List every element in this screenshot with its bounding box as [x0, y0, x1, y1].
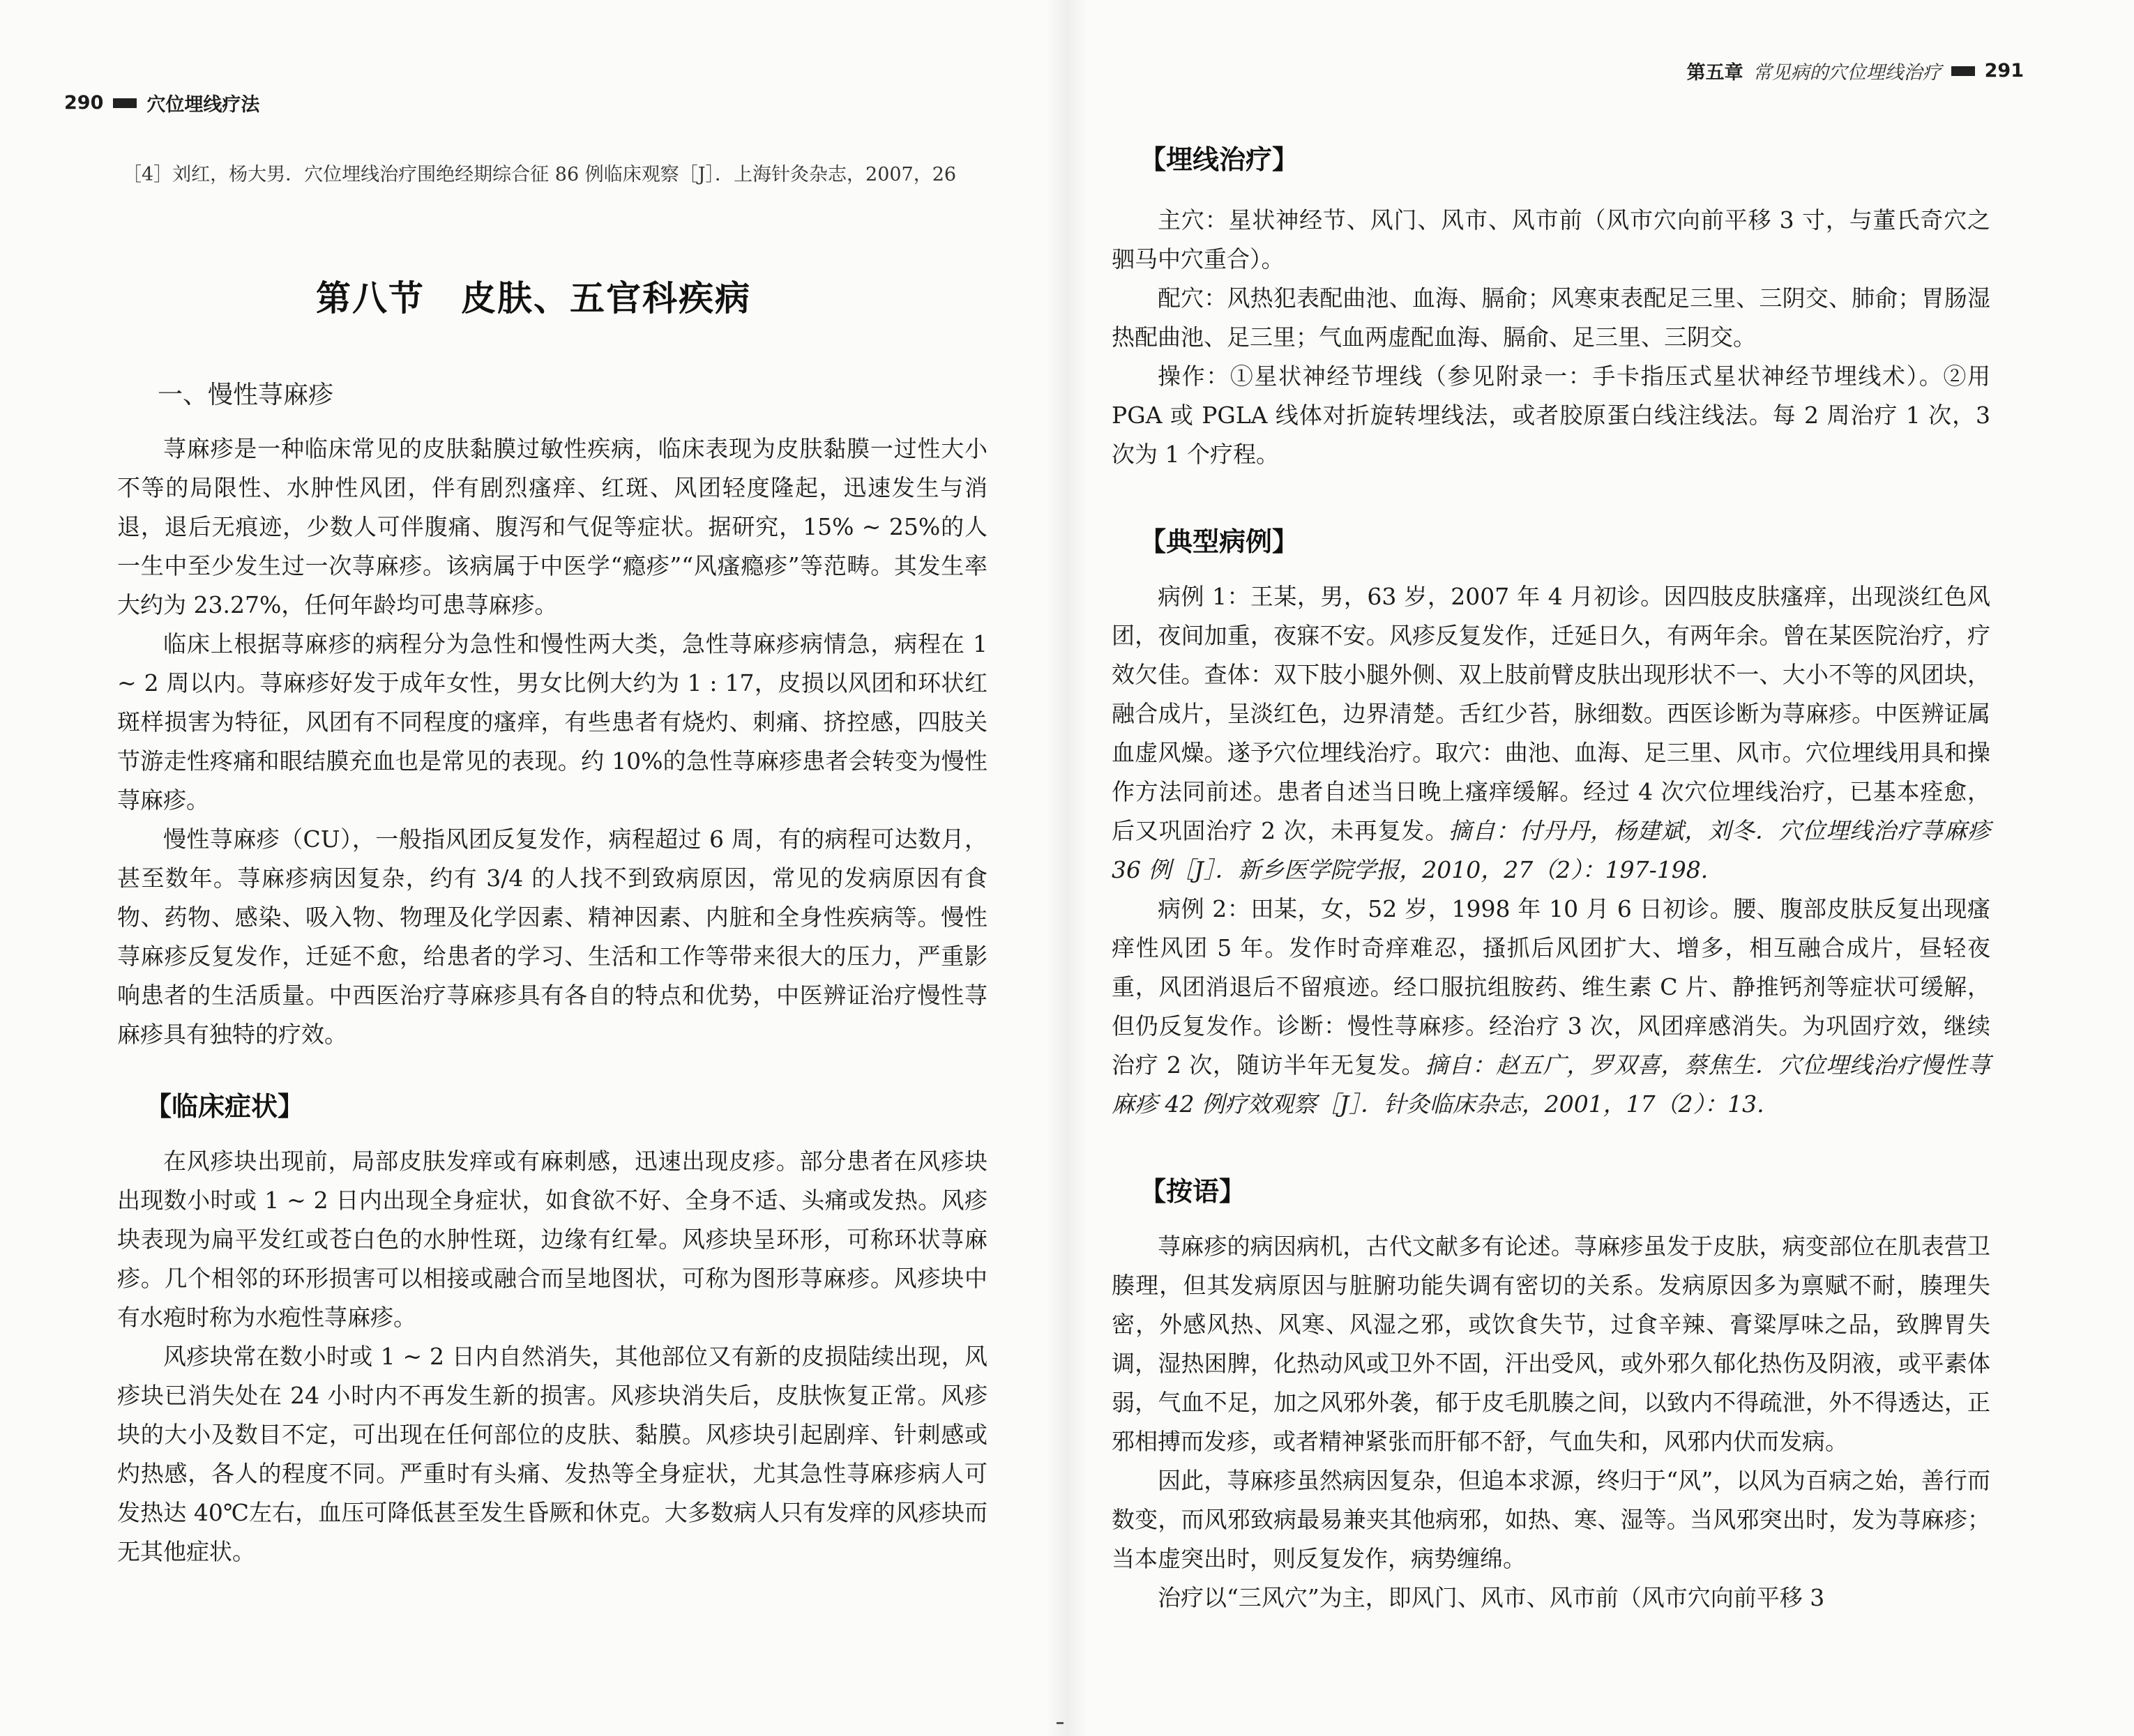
clinical-paragraph: 在风疹块出现前，局部皮肤发痒或有麻刺感，迅速出现皮疹。部分患者在风疹块出现数小时或 1 ~ 2 日内出现全身症状，如食欲不好、全身不适、头痛或发热。风疹块表现为扁平发红或苍白色的水肿性斑，边缘有红晕。风疹块呈环形，可称环状荨麻疹。几个相邻的环形损害可以相接或融合而呈地图状，可称为图形荨麻疹。风疹块中有水疱时称为水疱性荨麻疹。	[117, 1148, 987, 1331]
case-2	[1112, 890, 1990, 1124]
right-page-number: 291	[1984, 60, 2024, 82]
section-title: 第八节 皮肤、五官科疾病	[316, 277, 751, 319]
running-head-bar-icon	[1951, 66, 1975, 76]
reference-entry: ［4］刘红，杨大男．穴位埋线治疗围绝经期综合征 86 例临床观察［J］．上海针灸杂志，2007，26	[123, 164, 957, 185]
case-1-body: 病例 1：王某，男，63 岁，2007 年 4 月初诊。因四肢皮肤瘙痒，出现淡红色风团，夜间加重，夜寐不安。风疹反复发作，迁延日久，有两年余。曾在某医院治疗，疗效欠佳。查体：双下肢小腿外侧、双上肢前臂皮肤出现形状不一、大小不等的风团块，融合成片，呈淡红色，边界清楚。舌红少苔，脉细数。西医诊断为荨麻疹。中医辨证属血虚风燥。遂予穴位埋线治疗。取穴：曲池、血海、足三里、风市。穴位埋线用具和操作方法同前述。患者自述当日晚上瘙痒缓解。经过 4 次穴位埋线治疗，已基本痊愈，后又巩固治疗 2 次，未再复发。	[1112, 583, 1990, 844]
case-2-citation: 摘自：赵五广，罗双喜，蔡焦生．穴位埋线治疗慢性荨麻疹 42 例疗效观察［J］．针灸临床杂志，2001，17（2）：13.	[1112, 1051, 1991, 1118]
intro-paragraph: 慢性荨麻疹（CU），一般指风团反复发作，病程超过 6 周，有的病程可达数月，甚至数年。荨麻疹病因复杂，约有 3/4 的人找不到致病原因，常见的发病原因有食物、药物、感染、吸入物、物理及化学因素、精神因素、内脏和全身性疾病等。慢性荨麻疹反复发作，迁延不愈，给患者的学习、生活和工作等带来很大的压力，严重影响患者的生活质量。中西医治疗荨麻疹具有各自的特点和优势，中医辨证治疗慢性荨麻疹具有独特的疗效。	[117, 825, 987, 1048]
treatment-text	[1112, 201, 1990, 474]
notes-heading: 【按语】	[1140, 1176, 1246, 1207]
cases-heading: 【典型病例】	[1140, 526, 1299, 557]
case-1	[1112, 577, 1990, 890]
intro-paragraph: 临床上根据荨麻疹的病程分为急性和慢性两大类，急性荨麻疹病情急，病程在 1 ~ 2 周以内。荨麻疹好发于成年女性，男女比例大约为 1 : 17，皮损以风团和环状红斑样损害为特征，风团有不同程度的瘙痒，有些患者有烧灼、刺痛、挤控感，四肢关节游走性疼痛和眼结膜充血也是常见的表现。约 10%的急性荨麻疹患者会转变为慢性荨麻疹。	[117, 630, 987, 814]
case-2-body: 病例 2：田某，女，52 岁，1998 年 10 月 6 日初诊。腰、腹部皮肤反复出现瘙痒性风团 5 年。发作时奇痒难忍，搔抓后风团扩大、增多，相互融合成片，昼轻夜重，风团消退后不留痕迹。经口服抗组胺药、维生素 C 片、静推钙剂等症状可缓解，但仍反复发作。诊断：慢性荨麻疹。经治疗 3 次，风团痒感消失。为巩固疗效，继续治疗 2 次，随访半年无复发。	[1112, 895, 1990, 1079]
chapter-label: 第五章	[1686, 62, 1743, 84]
chapter-title: 常见病的穴位埋线治疗	[1753, 62, 1942, 84]
intro-paragraph: 荨麻疹是一种临床常见的皮肤黏膜过敏性疾病，临床表现为皮肤黏膜一过性大小不等的局限性、水肿性风团，伴有剧烈瘙痒、红斑、风团轻度隆起，迅速发生与消退，退后无痕迹，少数人可伴腹痛、腹泻和气促等症状。据研究，15% ~ 25%的人一生中至少发生过一次荨麻疹。该病属于中医学“瘾疹”“风瘙瘾疹”等范畴。其发生率大约为 23.27%，任何年龄均可患荨麻疹。	[117, 435, 987, 618]
notes-text	[1112, 1227, 1990, 1617]
treatment-heading: 【埋线治疗】	[1140, 144, 1299, 175]
cases-text	[1112, 577, 1990, 1124]
intro-text	[117, 429, 987, 1054]
clinical-text	[117, 1142, 987, 1571]
left-page-number: 290	[64, 92, 104, 114]
clinical-paragraph: 风疹块常在数小时或 1 ~ 2 日内自然消失，其他部位又有新的皮损陆续出现，风疹块已消失处在 24 小时内不再发生新的损害。风疹块消失后，皮肤恢复正常。风疹块的大小及数目不定，可出现在任何部位的皮肤、黏膜。风疹块引起剧痒、针刺感或灼热感，各人的程度不同。严重时有头痛、发热等全身症状，尤其急性荨麻疹病人可发热达 40℃左右，血压可降低甚至发生昏厥和休克。大多数病人只有发痒的风疹块而无其他症状。	[117, 1343, 987, 1565]
notes-paragraph: 因此，荨麻疹虽然病因复杂，但追本求源，终归于“风”，以风为百病之始，善行而数变，而风邪致病最易兼夹其他病邪，如热、寒、湿等。当风邪突出时，发为荨麻疹；当本虚突出时，则反复发作，病势缠绵。	[1112, 1467, 1990, 1572]
right-page	[1067, 0, 2134, 1736]
treatment-paragraph: 主穴：星状神经节、风门、风市、风市前（风市穴向前平移 3 寸，与董氏奇穴之驷马中穴重合）。	[1112, 206, 1990, 273]
treatment-paragraph: 配穴：风热犯表配曲池、血海、膈俞；风寒束表配足三里、三阴交、肺俞；胃肠湿热配曲池、足三里；气血两虚配血海、膈俞、足三里、三阴交。	[1112, 284, 1990, 351]
running-head-bar-icon	[113, 98, 137, 108]
notes-paragraph: 治疗以“三风穴”为主，即风门、风市、风市前（风市穴向前平移 3	[1158, 1584, 1825, 1611]
left-running-head	[64, 89, 259, 116]
page-bottom-mark	[1057, 1722, 1064, 1724]
case-1-citation: 摘自：付丹丹，杨建斌，刘冬．穴位埋线治疗荨麻疹 36 例［J］．新乡医学院学报，2010，27（2）：197-198.	[1112, 817, 1991, 883]
left-book-title: 穴位埋线疗法	[146, 94, 260, 116]
subsection-title: 一、慢性荨麻疹	[158, 381, 334, 409]
clinical-heading: 【临床症状】	[145, 1091, 305, 1122]
treatment-paragraph: 操作：①星状神经节埋线（参见附录一：手卡指压式星状神经节埋线术）。②用 PGA 或 PGLA 线体对折旋转埋线法，或者胶原蛋白线注线法。每 2 周治疗 1 次，3 次为 1 个疗程。	[1112, 363, 1990, 468]
right-running-head	[1687, 57, 2024, 84]
notes-paragraph: 荨麻疹的病因病机，古代文献多有论述。荨麻疹虽发于皮肤，病变部位在肌表营卫腠理，但其发病原因与脏腑功能失调有密切的关系。发病原因多为禀赋不耐，腠理失密，外感风热、风寒、风湿之邪，或饮食失节，过食辛辣、膏粱厚味之品，致脾胃失调，湿热困脾，化热动风或卫外不固，汗出受风，或外邪久郁化热伤及阴液，或平素体弱，气血不足，加之风邪外袭，郁于皮毛肌腠之间，以致内不得疏泄，外不得透达，正邪相搏而发疹，或者精神紧张而肝郁不舒，气血失和，风邪内伏而发病。	[1112, 1233, 1990, 1455]
